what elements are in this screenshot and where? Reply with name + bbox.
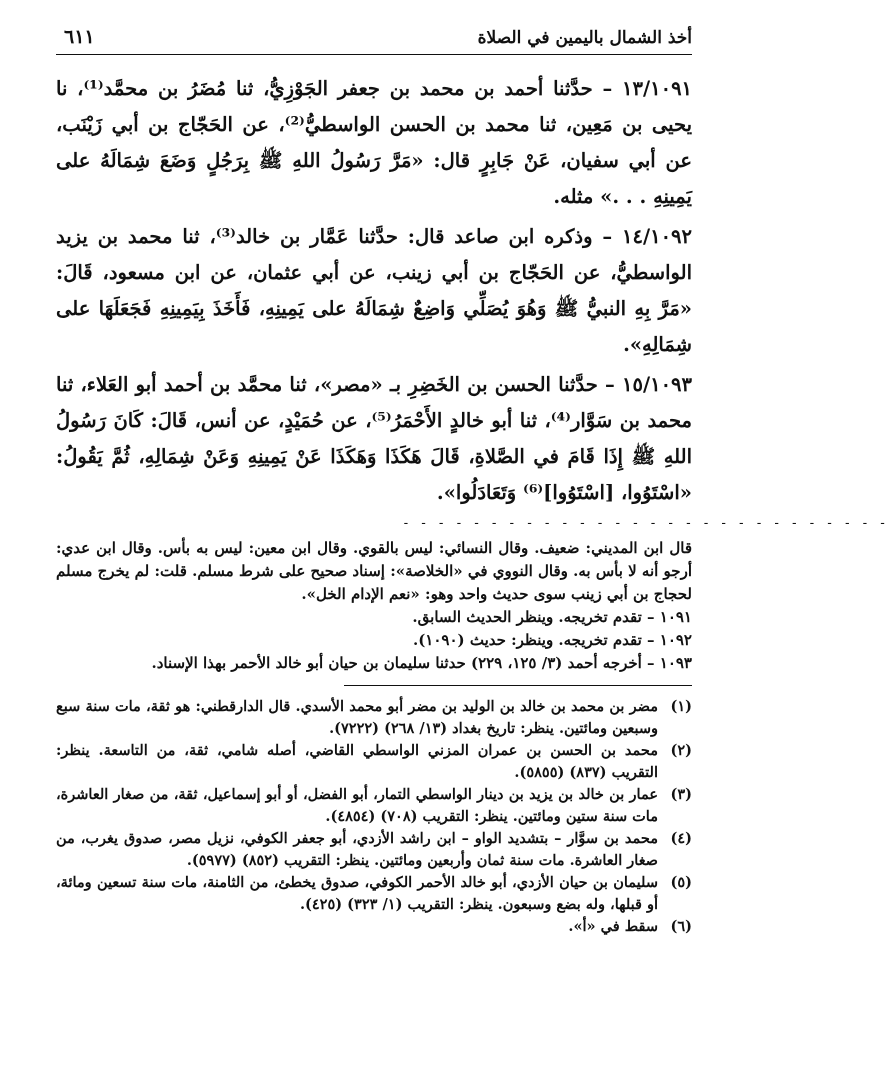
footnote-text: محمد بن الحسن بن عمران المزني الواسطي القاضي، أصله شامي، ثقة، من التاسعة. ينظر: التقريب (٨٣٧) (٥٨٥٥). bbox=[56, 742, 658, 781]
hadith-1091: ١٣/١٠٩١ – حدَّثنا أحمد بن محمد بن جعفر الجَوْزِيُّ، ثنا مُضَرُ بن محمَّد⁽¹⁾، نا يحيى بن مَعِين، ثنا محمد بن الحسن الواسطيُّ⁽²⁾، عن الحَجّاج بن أبي زَيْنَب، عن أبي سفيان، عَنْ جَابِرٍ قال: «مَرَّ رَسُولُ اللهِ ﷺ بِرَجُلٍ وَضَعَ شِمَالَهُ على يَمِينِهِ . . .» مثله. bbox=[56, 77, 693, 208]
footnote bbox=[56, 916, 692, 938]
dashed-divider: - - - - - - - - - - - - - - - - - - - - - - - - - - - - bbox=[402, 516, 887, 531]
page-number: ٦١١ bbox=[64, 26, 95, 48]
footnotes bbox=[56, 696, 692, 938]
footnote-number: (٦) bbox=[670, 918, 692, 935]
footnote bbox=[56, 784, 692, 827]
hadith-1092: ١٤/١٠٩٢ – وذكره ابن صاعد قال: حدَّثنا عَمَّار بن خالد⁽³⁾، ثنا محمد بن يزيد الواسطيُّ، عن الحَجّاج بن أبي زينب، عن أبي عثمان، عن ابن مسعود، قَالَ: «مَرَّ بِهِ النبيُّ ﷺ وَهُوَ يُصَلِّي وَاضِعٌ شِمَالَهُ على يَمِينِهِ، فَأَخَذَ بِيَمِينِهِ فَجَعَلَهَا على شِمَالِهِ». bbox=[56, 225, 692, 356]
takhrij-1092: ١٠٩٢ – تقدم تخريجه. وينظر: حديث (١٠٩٠). bbox=[412, 631, 692, 649]
takhrij-section bbox=[56, 537, 692, 675]
running-title: أخذ الشمال باليمين في الصلاة bbox=[477, 28, 692, 48]
footnote bbox=[56, 828, 692, 871]
takhrij-1091: ١٠٩١ – تقدم تخريجه. وينظر الحديث السابق. bbox=[412, 608, 692, 626]
takhrij-intro: قال ابن المديني: ضعيف. وقال النسائي: ليس بالقوي. وقال ابن معين: ليس به بأس. وقال ابن عدي: أرجو أنه لا بأس به. وقال النووي في «الخلاصة»: إسناد صحيح على شرط مسلم. قلت: لم يخرج مسلم لحجاج بن أبي زينب سوى حديث واحد وهو: «نعم الإدام الخل». bbox=[56, 539, 692, 603]
footnote-text: عمار بن خالد بن يزيد بن دينار الواسطي التمار، أبو الفضل، أو أبو إسماعيل، ثقة، من صغار العاشرة، مات سنة ستين ومائتين. ينظر: التقريب (٧٠٨) (٤٨٥٤). bbox=[56, 786, 658, 825]
footnote-text: محمد بن سوَّار – بتشديد الواو – ابن راشد الأزدي، أبو جعفر الكوفي، نزيل مصر، صدوق يغرب، من صغار العاشرة. مات سنة ثمان وأربعين ومائتين. ينظر: التقريب (٨٥٢) (٥٩٧٧). bbox=[56, 830, 658, 869]
footnote-number: (٣) bbox=[670, 786, 692, 803]
footnote bbox=[56, 696, 692, 739]
footnote-text: سقط في «أ». bbox=[568, 918, 658, 935]
footnote-text: سليمان بن حيان الأزدي، أبو خالد الأحمر الكوفي، صدوق يخطئ، من الثامنة، مات سنة تسعين ومائة، أو قبلها، وله بضع وسبعون. ينظر: التقريب (١/ ٣٢٣) (٤٢٥). bbox=[56, 874, 658, 913]
footnote-number: (١) bbox=[670, 698, 692, 715]
hadith-1093: ١٥/١٠٩٣ – حدَّثنا الحسن بن الخَضِرِ بـ «مصر»، ثنا محمَّد بن أحمد أبو العَلاء، ثنا محمد بن سَوَّار⁽⁴⁾، ثنا أبو خالدٍ الأَحْمَرُ⁽⁵⁾، عن حُمَيْدٍ، عن أنس، قَالَ: كَانَ رَسُولُ اللهِ ﷺ إِذَا قَامَ في الصَّلاةِ، قَالَ هَكَذَا وَهَكَذَا عَنْ يَمِينِهِ وَعَنْ شِمَالِهِ، ثُمَّ يَقُولُ: «اسْتَوُوا، [اسْتَوُوا]⁽⁶⁾ وَتَعَادَلُوا». bbox=[56, 373, 692, 504]
footnote-number: (٥) bbox=[670, 874, 692, 891]
book-page bbox=[56, 24, 887, 939]
footnote-number: (٤) bbox=[670, 830, 692, 847]
hadith-text bbox=[56, 71, 692, 511]
footnote bbox=[56, 740, 692, 783]
takhrij-1093: ١٠٩٣ – أخرجه أحمد (٣/ ١٢٥، ٢٢٩) حدثنا سليمان بن حيان أبو خالد الأحمر بهذا الإسناد. bbox=[151, 654, 692, 672]
footnote-number: (٢) bbox=[670, 742, 692, 759]
footnote-text: مضر بن محمد بن خالد بن الوليد بن مضر أبو محمد الأسدي. قال الدارقطني: هو ثقة، مات سنة سبع وسبعين ومائتين. ينظر: تاريخ بغداد (١٣/ ٢٦٨) (٧٢٢٢). bbox=[56, 698, 658, 737]
footnote bbox=[56, 872, 692, 915]
footnote-separator bbox=[344, 685, 692, 686]
page-header bbox=[56, 24, 692, 55]
